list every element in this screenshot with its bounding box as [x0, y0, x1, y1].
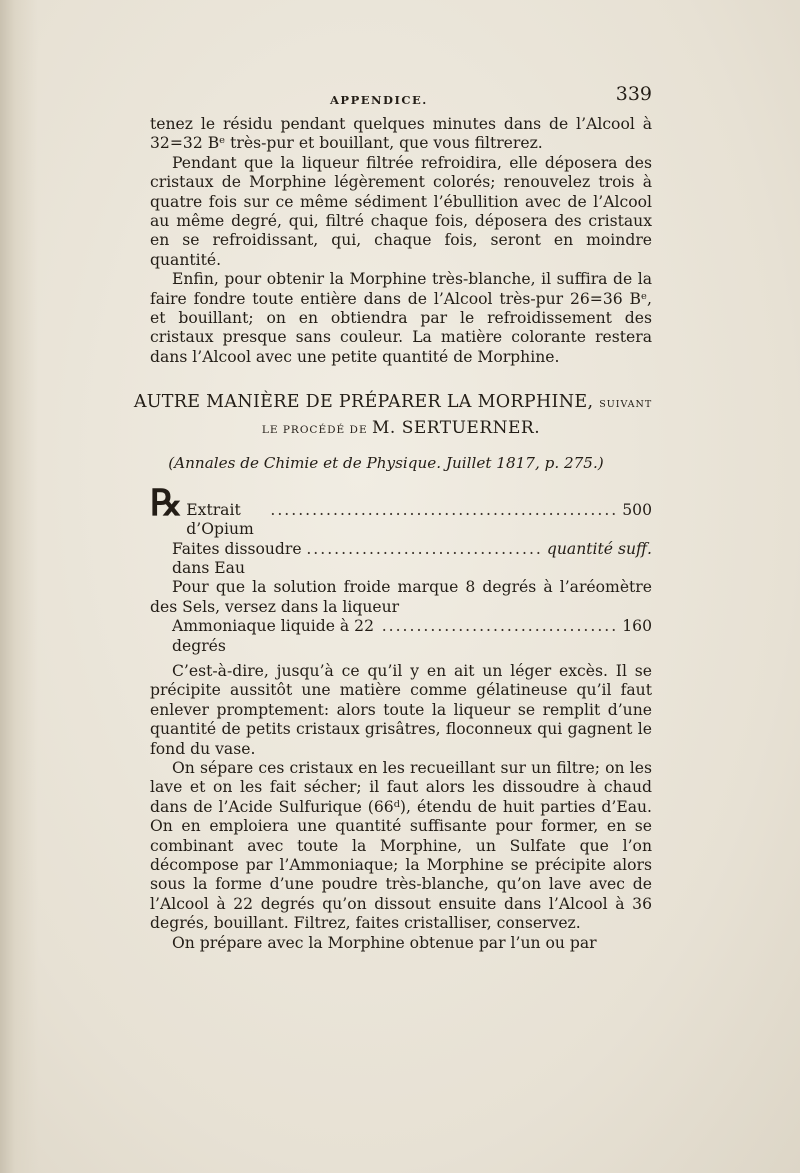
- running-head: APPENDICE.: [330, 93, 428, 107]
- section-title-main: AUTRE MANIÈRE DE PRÉPARER LA MORPHINE,: [133, 392, 594, 413]
- recipe-symbol-icon: ℞: [150, 481, 183, 524]
- dot-leader: ..................................: [306, 539, 543, 558]
- recipe-item: Ammoniaque liquide à 22 degrés: [172, 617, 375, 655]
- recipe-line-opium: [150, 481, 652, 540]
- paragraph-excess: C’est-à-dire, jusqu’à ce qu’il y en ait un léger excès. Il se précipite aussitôt une matière comme gélatineuse qu’il faut enlever promptement: alors toute la liqueur se remplit d’une quantité de petits cristaux grisâtres, floconneux qui gagnent le fond du vase.: [150, 661, 652, 758]
- dot-leader: ..................................................: [270, 500, 619, 519]
- recipe-quantity: 500: [622, 500, 652, 519]
- section-subtitle: [150, 416, 652, 442]
- subtitle-name: M. SERTUERNER.: [371, 418, 541, 439]
- recipe-quantity: 160: [622, 617, 652, 636]
- page-gutter-shadow: [0, 0, 38, 1173]
- recipe-quantity: quantité suff.: [546, 539, 652, 558]
- paragraph-white-morphine: Enfin, pour obtenir la Morphine très-blanche, il suffira de la faire fondre toute entière dans de l’Alcool très-pur 26=36 Bᵉ, et bouillant; on en obtiendra par le refroidissement des cristaux presque sans couleur. La matière colorante restera dans l’Alcool avec une petite quantité de Morphine.: [150, 270, 652, 366]
- paragraph-filtration: On sépare ces cristaux en les recueillant sur un filtre; on les lave et on les fait sécher; il faut alors les dissoudre à chaud dans de l’Acide Sulfurique (66ᵈ), étendu de huit parties d’Eau. On en emploiera une quantité suffisante pour former, en se combinant avec toute la Morphine, un Sulfate que l’on décompose par l’Ammoniaque; la Morphine se précipite alors sous la forme d’une poudre très-blanche, qu’on lave avec de l’Alcool à 22 degrés qu’on dissout ensuite dans l’Alcool à 36 degrés, bouillant. Filtrez, faites cristalliser, conservez.: [150, 758, 652, 933]
- recipe-line-water: [150, 540, 652, 579]
- page-number: 339: [615, 83, 652, 105]
- source-citation: (Annales de Chimie et de Physique. Juillet 1817, p. 275.): [168, 454, 604, 473]
- recipe-item: Extrait d’Opium: [186, 500, 254, 539]
- section-title: [128, 391, 658, 416]
- section-title-suffix: SUIVANT: [599, 399, 653, 411]
- recipe-item: Faites dissoudre dans Eau: [172, 539, 302, 577]
- subtitle-prefix: LE PROCÉDÉ DE: [261, 424, 368, 437]
- recipe-instruction: Pour que la solution froide marque 8 degrés à l’aréomètre des Sels, versez dans la liqueur: [150, 578, 652, 616]
- text-block: [133, 83, 653, 953]
- paragraph-continuation: tenez le résidu pendant quelques minutes dans de l’Alcool à 32=32 Bᵉ très-pur et bouillant, que vous filtrerez.: [150, 115, 652, 153]
- paragraph-cooling: Pendant que la liqueur filtrée refroidira, elle déposera des cristaux de Morphine légèrement colorés; renouvelez trois à quatre fois sur ce même sédiment l’ébullition avec de l’Alcool au même degré, qui, filtré chaque fois, déposera des cristaux en se refroidissant, qui, chaque fois, seront en moindre quantité.: [150, 153, 652, 269]
- page-header: [150, 85, 652, 115]
- recipe-line-ammonia: [150, 617, 652, 656]
- dot-leader: ..................................: [381, 617, 619, 636]
- recipe: [150, 481, 652, 656]
- paragraph-closing: On prépare avec la Morphine obtenue par l’un ou par: [172, 933, 597, 952]
